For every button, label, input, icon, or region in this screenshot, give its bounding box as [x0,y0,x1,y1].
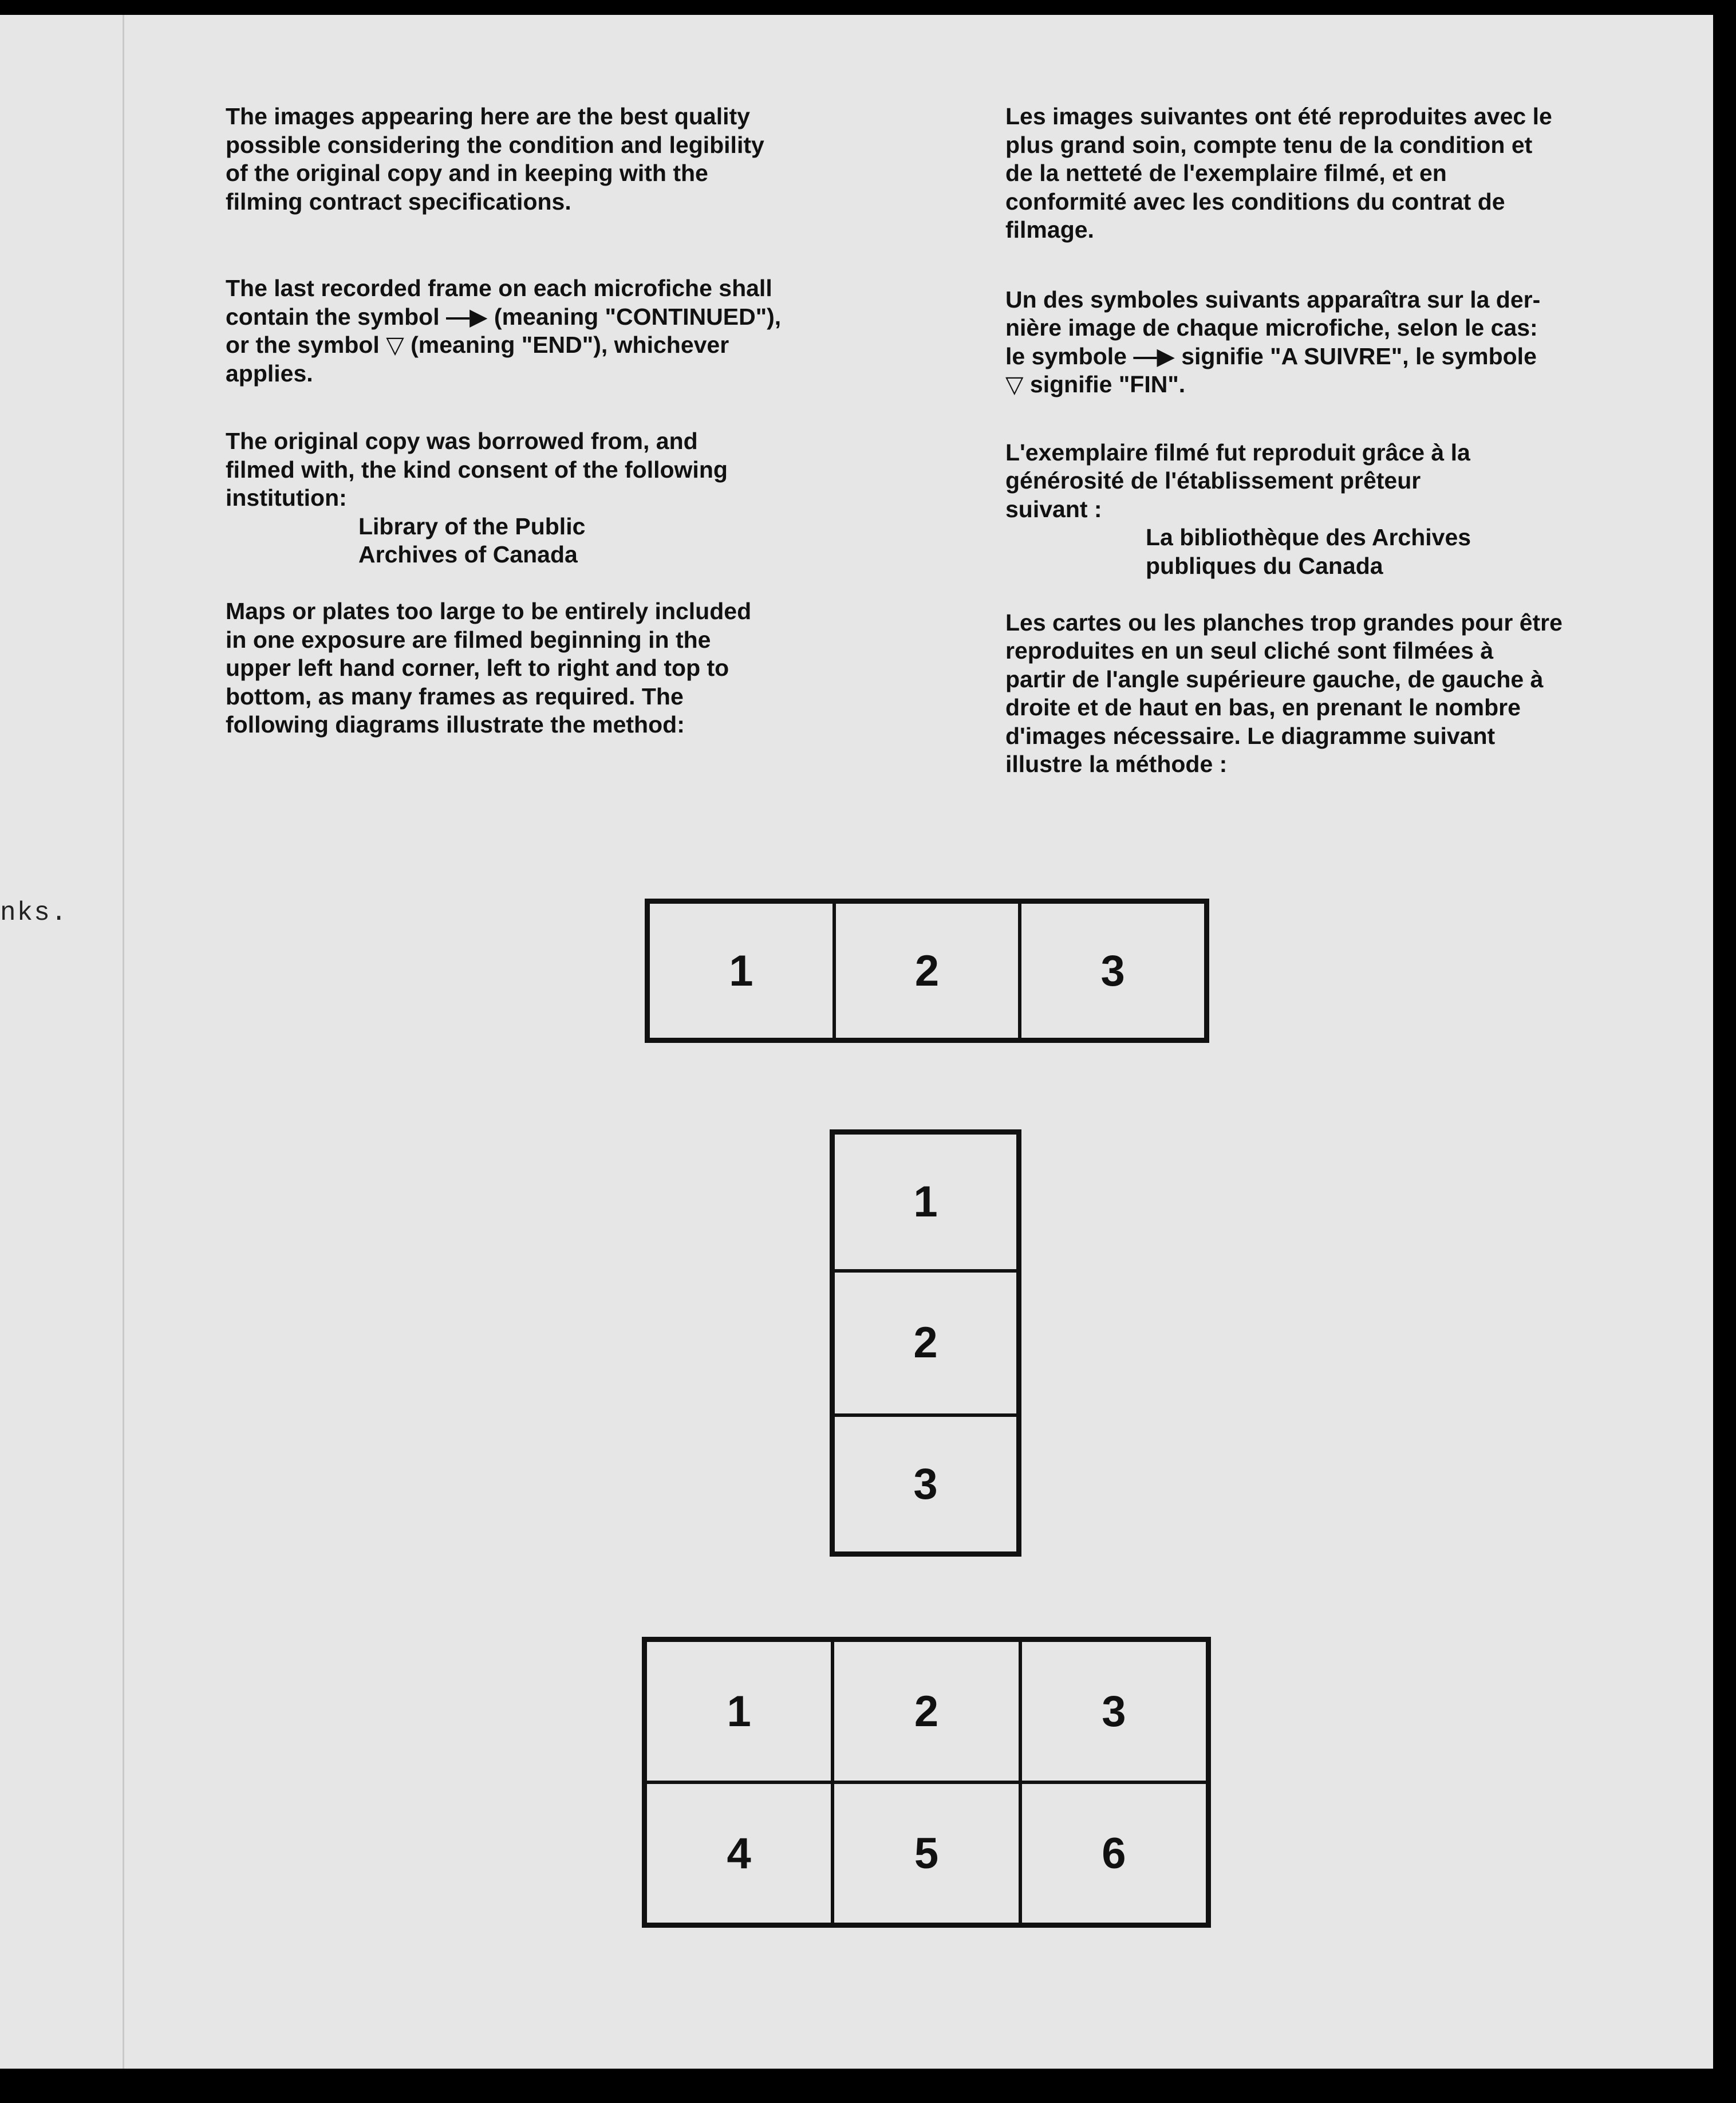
english-institution-name-2: Archives of Canada [358,541,578,568]
microfiche-target-page [0,15,1713,2069]
french-institution-name-2: publiques du Canada [1146,552,1383,579]
frame-cell: 3 [1020,1640,1208,1782]
frame-cell: 2 [834,902,1020,1039]
frame-cell: 1 [648,902,834,1039]
french-quality-paragraph: Les images suivantes ont été reproduites avec le plus grand soin, compte tenu de la condition et de la netteté de l'exemplaire filmé, et en conformité avec les conditions du contrat de filmage. [1005,103,1552,243]
page-fold-line [123,15,124,2069]
frame-cell: 3 [833,1415,1018,1553]
french-column [1005,103,1658,779]
vertical-frames-diagram [830,1129,1021,1557]
frame-cell: 2 [833,1271,1018,1416]
horizontal-frames-diagram [645,899,1209,1043]
frame-cell: 2 [833,1640,1020,1782]
english-quality-paragraph: The images appearing here are the best quality possible considering the condition and legibility of the original copy and in keeping with the filming contract specifications. [226,103,764,215]
english-symbol-paragraph: The last recorded frame on each microfiche shall contain the symbol —▶ (meaning "CONTINUED"), or the symbol ▽ (meaning "END"), whichever applies. [226,275,782,387]
grid-frames-diagram [642,1637,1211,1928]
french-institution-name-1: La bibliothèque des Archives [1146,524,1471,550]
frame-cell: 4 [645,1782,833,1924]
english-institution-paragraph: The original copy was borrowed from, and filmed with, the kind consent of the following institution: [226,428,728,511]
frame-cell: 3 [1020,902,1206,1039]
french-symbol-paragraph: Un des symboles suivants apparaîtra sur la der- nière image de chaque microfiche, selon le cas: le symbole —▶ signifie "A SUIVRE", le symbole ▽ signifie "FIN". [1005,286,1541,397]
previous-page-fragment: nks. [0,898,68,928]
french-maps-paragraph: Les cartes ou les planches trop grandes pour être reproduites en un seul cliché sont filmées à partir de l'angle supérieure gauche, de gauche à droite et de haut en bas, en prenant le nombre d'images nécessaire. Le diagramme suivant illustre la méthode : [1005,609,1563,777]
french-institution-paragraph: L'exemplaire filmé fut reproduit grâce à la générosité de l'établissement prêteur suivant : [1005,439,1470,522]
frame-cell: 1 [833,1133,1018,1271]
english-institution-name-1: Library of the Public [358,513,586,539]
frame-cell: 1 [645,1640,833,1782]
english-column [226,103,861,739]
frame-cell: 6 [1020,1782,1208,1924]
english-maps-paragraph: Maps or plates too large to be entirely included in one exposure are filmed beginning in the upper left hand corner, left to right and top to bottom, as many frames as required. The following diagrams illustrate the method: [226,598,752,738]
frame-cell: 5 [833,1782,1020,1924]
